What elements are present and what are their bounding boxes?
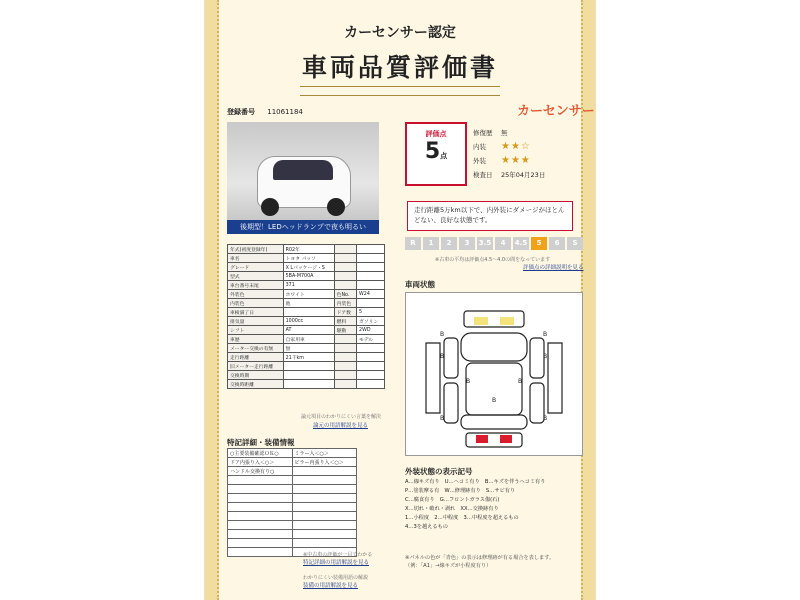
scale-step: 4.5 — [513, 237, 529, 250]
features-note: ※中古車の評価が一目でわかる — [303, 552, 373, 558]
brand-title: カーセンサー認定 — [344, 25, 456, 41]
feature-cell — [292, 539, 357, 548]
car-wheel — [327, 198, 345, 216]
features-table — [227, 448, 357, 557]
feature-cell — [292, 512, 357, 521]
spec-cell — [334, 362, 356, 371]
spec-cell: ガソリン — [357, 317, 385, 326]
spec-cell: ドア数 — [334, 308, 356, 317]
feature-cell — [228, 548, 293, 557]
scale-step: 4 — [495, 237, 511, 250]
feature-cell — [228, 539, 293, 548]
spec-cell — [357, 272, 385, 281]
spec-cell: モデル — [357, 335, 385, 344]
feature-cell — [292, 521, 357, 530]
spec-row — [228, 317, 385, 326]
feature-cell — [228, 521, 293, 530]
spec-cell: 駆動 — [334, 326, 356, 335]
feature-row — [228, 521, 357, 530]
spec-cell: 型式 — [228, 272, 284, 281]
title-ornament — [300, 86, 500, 96]
spec-cell — [357, 353, 385, 362]
vehicle-state-title: 車両状態 — [405, 280, 435, 289]
feature-cell: ミラー入＜○＞ — [292, 449, 357, 458]
grade-scale — [405, 237, 585, 250]
scale-step: 6 — [549, 237, 565, 250]
damage-mark: B — [543, 331, 548, 338]
feature-cell — [292, 467, 357, 476]
evaluation-comment: 走行距離5万km以下で、内外装にダメージがほとんどない、良好な状態です。 — [407, 201, 573, 231]
spec-cell: 車歴 — [228, 335, 284, 344]
feature-row — [228, 539, 357, 548]
spec-cell: 1000cc — [283, 317, 334, 326]
detail-exterior: 外装 ★★★ — [473, 155, 531, 166]
spec-cell: 色No. — [334, 290, 356, 299]
spec-cell: 排気量 — [228, 317, 284, 326]
spec-row — [228, 308, 385, 317]
spec-row — [228, 353, 385, 362]
spec-cell — [357, 371, 385, 380]
spec-cell: 371 — [283, 281, 334, 290]
damage-mark: B — [440, 353, 445, 360]
spec-glossary-link[interactable]: 論元の用語解説を見る — [313, 423, 369, 429]
grade-label: 評価点 — [425, 130, 447, 138]
equipment-note: わかりにくい装備用語の解説 — [303, 575, 369, 581]
damage-mark: B — [440, 331, 445, 338]
car-wheel — [261, 198, 279, 216]
spec-cell: 自家用車 — [283, 335, 334, 344]
spec-cell — [334, 353, 356, 362]
feature-row — [228, 458, 357, 467]
scale-step: 3.5 — [477, 237, 493, 250]
damage-mark: B — [492, 397, 497, 404]
legend-line: 1…小程度 2…中程度 3…中程度を超えるもの — [405, 515, 519, 521]
feature-cell — [228, 530, 293, 539]
feature-row — [228, 494, 357, 503]
spec-cell — [357, 245, 385, 254]
spec-cell — [334, 245, 356, 254]
vehicle-condition-diagram — [405, 292, 583, 456]
car-photo — [227, 122, 379, 234]
spec-row — [228, 380, 385, 389]
spec-cell — [334, 263, 356, 272]
damage-mark: B — [466, 378, 471, 385]
spec-cell — [283, 380, 334, 389]
spec-cell — [334, 254, 356, 263]
spec-cell: X Lパッケージ・S — [283, 263, 334, 272]
spec-cell — [334, 380, 356, 389]
spec-row — [228, 344, 385, 353]
feature-cell — [228, 512, 293, 521]
spec-cell: 無 — [283, 344, 334, 353]
spec-cell: トヨタ パッソ — [283, 254, 334, 263]
spec-cell — [357, 344, 385, 353]
spec-cell: 外装色 — [228, 290, 284, 299]
registration-value: 11061184 — [267, 108, 303, 116]
damage-mark: B — [518, 378, 523, 385]
feature-cell — [292, 503, 357, 512]
spec-cell: 車名 — [228, 254, 284, 263]
feature-cell — [228, 494, 293, 503]
interior-stars: ★★☆ — [501, 141, 531, 152]
registration-label: 登録番号 — [227, 108, 255, 116]
spec-cell — [357, 254, 385, 263]
spec-row — [228, 263, 385, 272]
damage-mark: B — [440, 415, 445, 422]
spec-row — [228, 326, 385, 335]
spec-cell — [334, 344, 356, 353]
left-decorative-border — [205, 0, 219, 600]
spec-cell — [357, 263, 385, 272]
spec-cell — [283, 362, 334, 371]
spec-cell: 5 — [357, 308, 385, 317]
spec-cell: AT — [283, 326, 334, 335]
scale-step: 2 — [441, 237, 457, 250]
damage-mark: B — [543, 415, 548, 422]
feature-cell: ドア内張り入＜○＞ — [228, 458, 293, 467]
spec-cell — [357, 380, 385, 389]
legend-line: X…切れ・破れ・剥れ XX…交換跡有り — [405, 506, 499, 512]
feature-row — [228, 449, 357, 458]
feature-cell: ハンドル交換有り○ — [228, 467, 293, 476]
equipment-glossary-link[interactable]: 装備の用語解説を見る — [303, 583, 359, 589]
spec-cell — [334, 272, 356, 281]
spec-cell — [357, 362, 385, 371]
feature-cell: ○主要装備確認ＯＫ○ — [228, 449, 293, 458]
registration-number — [227, 107, 303, 117]
spec-cell — [283, 371, 334, 380]
spec-row — [228, 371, 385, 380]
feature-cell — [228, 476, 293, 485]
spec-row — [228, 245, 385, 254]
features-title: 特記詳細・装備情報 — [227, 438, 295, 447]
spec-cell: 21千km — [283, 353, 334, 362]
feature-row — [228, 530, 357, 539]
spec-cell: 旧メーター走行距離 — [228, 362, 284, 371]
feature-row — [228, 467, 357, 476]
feature-row — [228, 476, 357, 485]
scale-step: 3 — [459, 237, 475, 250]
spec-cell: 交換時期 — [228, 371, 284, 380]
vehicle-spec-table — [227, 244, 385, 389]
spec-row — [228, 362, 385, 371]
evaluation-sheet — [205, 0, 595, 600]
legend-line: 4…3を越えるもの — [405, 524, 448, 530]
spec-cell: 5BA-M700A — [283, 272, 334, 281]
condition-details — [473, 126, 545, 182]
scale-step: 1 — [423, 237, 439, 250]
spec-cell: グレード — [228, 263, 284, 272]
legend-line: C…腐食有り G…フロントガラス傷(石) — [405, 497, 500, 503]
panel-color-note: ※パネルの色が「青色」の表示は修理跡が有る場合を表します。 （例：「A1」→線キズが小程度有り） — [405, 555, 555, 569]
feature-cell — [292, 476, 357, 485]
spec-row — [228, 272, 385, 281]
spec-cell: 他 — [283, 299, 334, 308]
legend-line: P…塗装摩る有 W…修理跡有り S…サビ有り — [405, 488, 516, 494]
damage-legend — [405, 478, 545, 532]
main-title: 車両品質評価書 — [301, 53, 498, 82]
spec-cell: 年式(初度登録年) — [228, 245, 284, 254]
spec-cell: 車台番号末尾 — [228, 281, 284, 290]
scale-step: R — [405, 237, 421, 250]
carsensor-logo: カーセンサー — [517, 104, 595, 119]
spec-cell: 走行距離 — [228, 353, 284, 362]
feature-cell — [228, 485, 293, 494]
spec-cell: 内装色 — [228, 299, 284, 308]
spec-row — [228, 254, 385, 263]
feature-row — [228, 503, 357, 512]
spec-row — [228, 281, 385, 290]
spec-row — [228, 290, 385, 299]
feature-cell — [292, 485, 357, 494]
spec-cell: 車検満了日 — [228, 308, 284, 317]
grade-box — [405, 122, 467, 186]
spec-cell — [334, 281, 356, 290]
scale-note: ※古車の平均は評価点4.5〜4.0の間をなっています — [435, 257, 551, 263]
spec-cell: 内装色 — [334, 299, 356, 308]
photo-banner: 後期型！LEDヘッドランプで夜も明るい — [227, 220, 379, 234]
spec-cell — [283, 308, 334, 317]
feature-cell — [292, 494, 357, 503]
damage-mark: B — [543, 353, 548, 360]
spec-cell: W24 — [357, 290, 385, 299]
exterior-stars: ★★★ — [501, 155, 531, 166]
spec-cell: シフト — [228, 326, 284, 335]
spec-cell — [357, 281, 385, 290]
feature-cell — [228, 503, 293, 512]
spec-cell — [357, 299, 385, 308]
right-decorative-border — [581, 0, 595, 600]
spec-cell: ホワイト — [283, 290, 334, 299]
grade-value: 5点 — [424, 139, 448, 164]
spec-row — [228, 299, 385, 308]
spec-cell: R02年 — [283, 245, 334, 254]
feature-cell — [292, 530, 357, 539]
scale-step: S — [567, 237, 583, 250]
feature-row — [228, 512, 357, 521]
detail-repair-history: 修復歴 無 — [473, 129, 508, 137]
detail-interior: 内装 ★★☆ — [473, 141, 531, 152]
legend-title: 外装状態の表示記号 — [405, 467, 473, 476]
spec-row — [228, 335, 385, 344]
feature-row — [228, 485, 357, 494]
scale-step: 5 — [531, 237, 547, 250]
spec-cell: 燃料 — [334, 317, 356, 326]
spec-cell: 交換時距離 — [228, 380, 284, 389]
detail-inspection-date: 検査日 25年04月23日 — [473, 171, 546, 179]
car-windshield-shape — [273, 160, 333, 180]
spec-cell — [334, 335, 356, 344]
spec-cell: 2WD — [357, 326, 385, 335]
spec-cell — [334, 371, 356, 380]
feature-cell: ピラー内張り入＜○＞ — [292, 458, 357, 467]
legend-line: A…線キズ有り U…ヘコミ有り B…キズを伴うヘコミ有り — [405, 479, 546, 485]
spec-note: 論元項目のわかりにくい言葉を解決 — [301, 414, 382, 420]
features-glossary-link[interactable]: 特記詳細の用語解説を見る — [303, 560, 370, 566]
scale-detail-link[interactable]: 評価点の詳細説明を見る — [523, 265, 584, 271]
spec-cell: メーター交換の有無 — [228, 344, 284, 353]
car-outline-diagram — [406, 293, 582, 455]
